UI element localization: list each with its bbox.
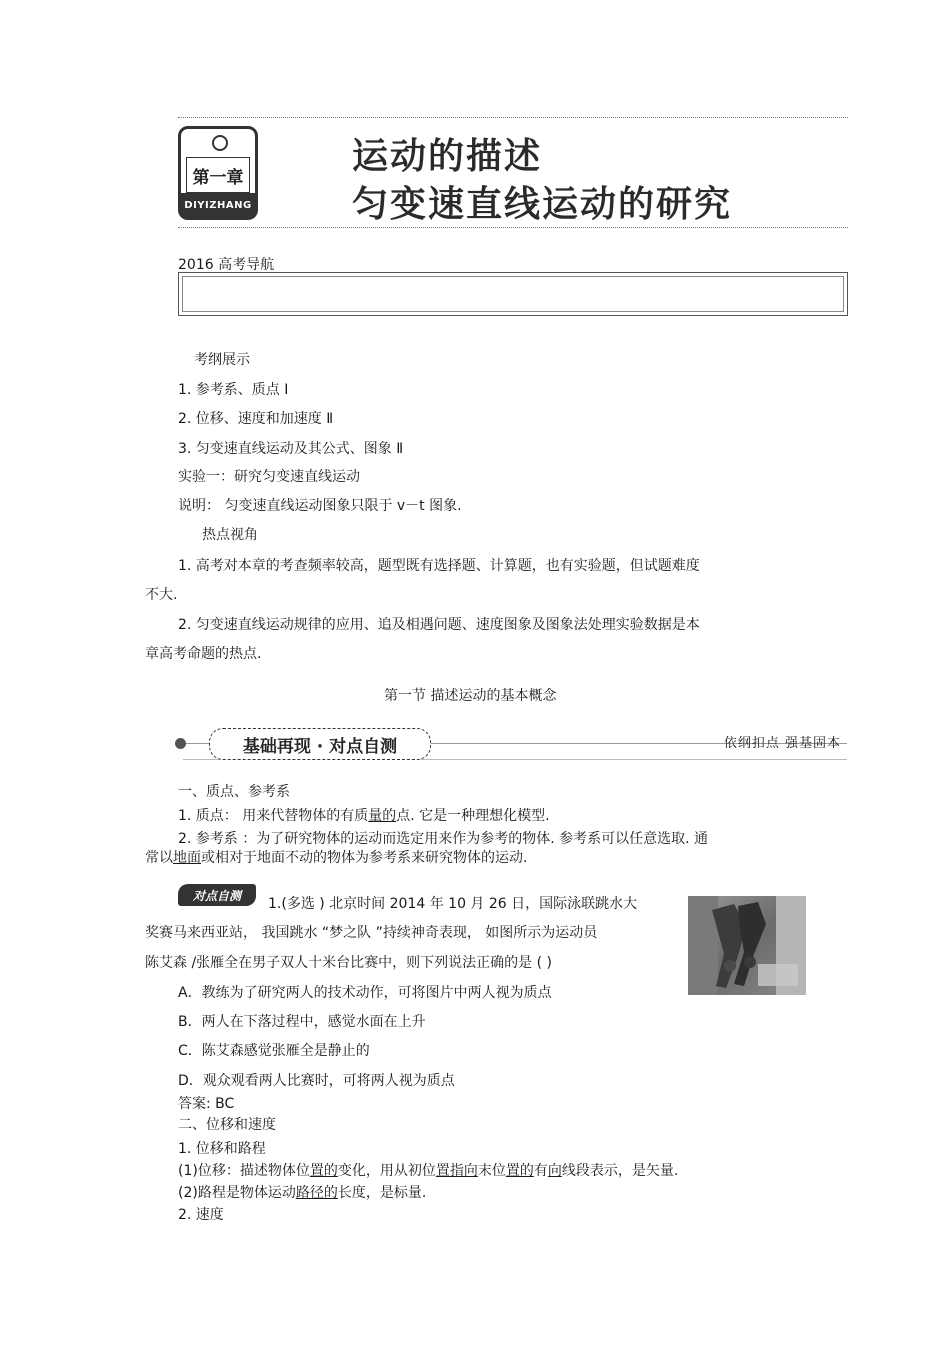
path-underline: 路径的: [295, 1185, 338, 1201]
part1-item2-text-b: 或相对于地面不动的物体为参考系来研究物体的运动.: [201, 850, 528, 866]
part2-sub2: 2. 速度: [178, 1207, 224, 1223]
circle-bullet-icon: [175, 738, 186, 749]
outline-heading: 考纲展示: [194, 352, 250, 368]
outline-item-2: 2. 位移、速度和加速度 Ⅱ: [178, 411, 334, 427]
option-d: D．观众观看两人比赛时，可将两人视为质点: [178, 1073, 455, 1089]
path-line: [178, 1182, 426, 1202]
header-bottom-rule: [178, 227, 848, 228]
guide-heading: 2016 高考导航: [178, 257, 275, 273]
experiment-line: 实验一：研究匀变速直线运动: [178, 469, 360, 485]
question-line2: 奖赛马来西亚站， 我国跳水 “梦之队 ”持续神奇表现， 如图所示为运动员: [145, 925, 598, 941]
section-banner: [175, 726, 847, 760]
path-text-a: (2)路程是物体运动: [178, 1185, 296, 1201]
option-a: A．教练为了研究两人的技术动作，可将图片中两人视为质点: [178, 985, 552, 1001]
chapter-title-line2: 匀变速直线运动的研究: [352, 183, 733, 225]
question-line1: 1.(多选 ) 北京时间 2014 年 10 月 26 日，国际泳联跳水大: [268, 896, 638, 912]
part1-item1: [178, 805, 550, 825]
part1-item1-text-a: 1. 质点： 用来代替物体的有质: [178, 808, 369, 824]
chapter-tag: [178, 126, 258, 220]
disp-text-e: 线段表示，是矢量.: [561, 1163, 679, 1179]
chapter-tag-label: 第一章: [186, 157, 250, 193]
banner-motto: 依纲扣点 强基固本: [723, 736, 841, 751]
outline-item-3: 3. 匀变速直线运动及其公式、图象 Ⅱ: [178, 441, 404, 457]
part1-item1-text-b: 点. 它是一种理想化模型.: [396, 808, 550, 824]
part1-item2-text-a: 常以: [145, 850, 173, 866]
option-c: C．陈艾森感觉张雁全是静止的: [178, 1043, 370, 1059]
question-line3: 陈艾森 /张雁全在男子双人十米台比赛中，则下列说法正确的是 ( ): [145, 955, 552, 971]
disp-underline-2: 置指向: [435, 1163, 478, 1179]
part1-item2-line1: 2. 参考系 ：为了研究物体的运动而选定用来作为参考的物体. 参考系可以任意选取. 通: [178, 831, 709, 847]
hot-point-1-line2: 不大.: [145, 587, 178, 603]
disp-text-a: (1)位移：描述物体位: [178, 1163, 310, 1179]
hot-point-2-line2: 章高考命题的热点.: [145, 646, 262, 662]
part1-item2-line2: [145, 847, 527, 867]
hot-heading: 热点视角: [202, 527, 258, 543]
guide-box: [178, 272, 848, 316]
disp-text-c: 末位: [477, 1163, 506, 1179]
disp-text-b: 变化，用从初位: [337, 1163, 436, 1179]
tag-hole-icon: [212, 135, 228, 151]
chapter-tag-pinyin: DIYIZHANG: [181, 193, 255, 217]
outline-item-1: 1. 参考系、质点 Ⅰ: [178, 382, 289, 398]
self-test-tag: 对点自测: [178, 884, 256, 906]
part1-item2-underline: 地面: [173, 850, 201, 866]
option-b: B．两人在下落过程中，感觉水面在上升: [178, 1014, 426, 1030]
disp-underline-3: 置的: [505, 1163, 534, 1179]
part1-item1-underline: 量的: [368, 808, 397, 824]
part2-sub1: 1. 位移和路程: [178, 1141, 266, 1157]
answer-line: 答案: BC: [178, 1096, 235, 1112]
diving-photo: [688, 896, 806, 995]
part1-heading: 一、质点、参考系: [178, 784, 290, 800]
disp-text-d: 有: [533, 1163, 548, 1179]
banner-label: 基础再现 · 对点自测: [209, 728, 431, 760]
section-title: 第一节 描述运动的基本概念: [384, 688, 557, 704]
chapter-title-line1: 运动的描述: [352, 135, 543, 177]
path-text-b: 长度，是标量.: [337, 1185, 427, 1201]
header-top-rule: [178, 117, 848, 118]
disp-underline-4: 向: [547, 1163, 562, 1179]
note-line: 说明： 匀变速直线运动图象只限于 v－t 图象.: [178, 498, 462, 514]
disp-underline-1: 置的: [309, 1163, 338, 1179]
part2-heading: 二、位移和速度: [178, 1117, 276, 1133]
displacement-line: [178, 1160, 678, 1180]
hot-point-2-line1: 2. 匀变速直线运动规律的应用、追及相遇问题、速度图象及图象法处理实验数据是本: [178, 617, 700, 633]
hot-point-1-line1: 1. 高考对本章的考查频率较高，题型既有选择题、计算题，也有实验题，但试题难度: [178, 558, 700, 574]
